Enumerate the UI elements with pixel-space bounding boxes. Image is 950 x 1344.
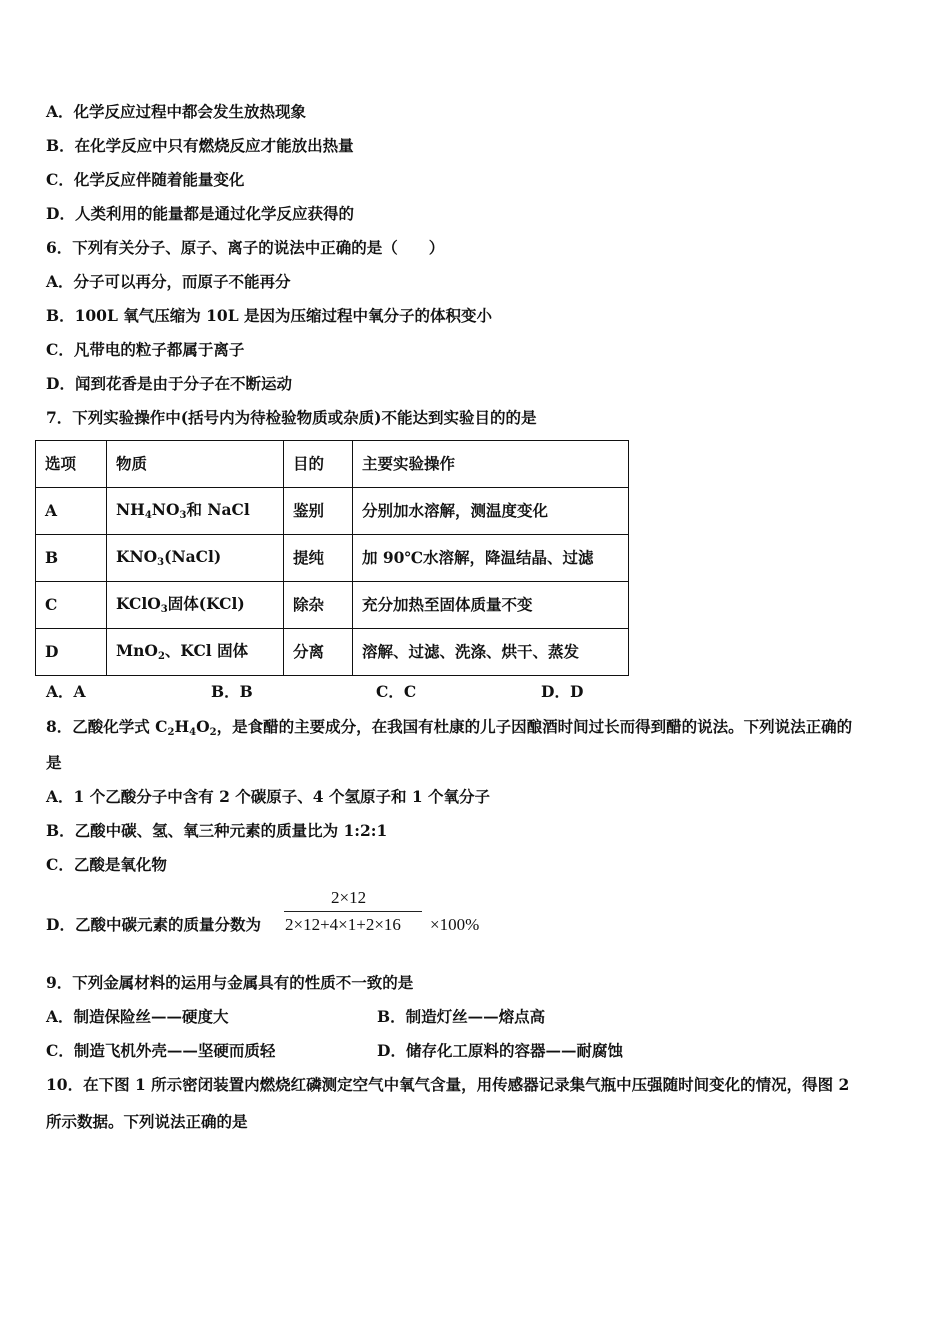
q9-option-a: A．制造保险丝——硬度大 bbox=[46, 1007, 229, 1026]
fraction-denominator: 2×12+4×1+2×16 bbox=[285, 915, 401, 934]
q7-answer-b: B．B bbox=[211, 682, 253, 701]
row-substance: MnO2、KCl 固体 bbox=[107, 629, 284, 676]
row-substance: KClO3固体(KCl) bbox=[107, 582, 284, 629]
q9-stem: 9．下列金属材料的运用与金属具有的性质不一致的是 bbox=[46, 973, 414, 992]
q10-stem-line1: 10．在下图 1 所示密闭装置内燃烧红磷测定空气中氧气含量，用传感器记录集气瓶中压强随时间变化的情况，得图 2 bbox=[46, 1075, 850, 1094]
q7-answer-d: D．D bbox=[541, 682, 584, 701]
q8-option-a: A．1 个乙酸分子中含有 2 个碳原子、4 个氢原子和 1 个氧分子 bbox=[46, 787, 491, 806]
row-purpose: 分离 bbox=[284, 629, 353, 676]
row-substance: KNO3(NaCl) bbox=[107, 535, 284, 582]
table-row bbox=[36, 535, 629, 582]
q7-experiment-table bbox=[35, 440, 629, 676]
q9-option-c: C．制造飞机外壳——坚硬而质轻 bbox=[46, 1041, 276, 1060]
q6-option-c: C．凡带电的粒子都属于离子 bbox=[46, 340, 245, 359]
q8-stem: 8．乙酸化学式 C2H4O2，是食醋的主要成分，在我国有杜康的儿子因酿酒时间过长而得到醋的说法。下列说法正确的 bbox=[46, 717, 853, 738]
header-purpose: 目的 bbox=[284, 441, 353, 488]
row-option: B bbox=[36, 535, 107, 582]
q7-answer-a: A．A bbox=[46, 682, 86, 701]
row-purpose: 除杂 bbox=[284, 582, 353, 629]
row-operation: 充分加热至固体质量不变 bbox=[353, 582, 629, 629]
row-option: A bbox=[36, 488, 107, 535]
row-operation: 加 90℃水溶解，降温结晶、过滤 bbox=[353, 535, 629, 582]
table-row bbox=[36, 582, 629, 629]
row-option: D bbox=[36, 629, 107, 676]
row-operation: 分别加水溶解，测温度变化 bbox=[353, 488, 629, 535]
q5-option-a: A．化学反应过程中都会发生放热现象 bbox=[46, 102, 307, 121]
percent-multiplier: ×100% bbox=[430, 915, 480, 934]
header-option: 选项 bbox=[36, 441, 107, 488]
q10-stem-line2: 所示数据。下列说法正确的是 bbox=[46, 1112, 248, 1131]
header-substance: 物质 bbox=[107, 441, 284, 488]
q6-stem: 6．下列有关分子、原子、离子的说法中正确的是（ ） bbox=[46, 238, 445, 257]
row-purpose: 鉴别 bbox=[284, 488, 353, 535]
table-row bbox=[36, 488, 629, 535]
q6-option-b: B．100L 氧气压缩为 10L 是因为压缩过程中氧分子的体积变小 bbox=[46, 306, 493, 325]
q8-option-d-label: D．乙酸中碳元素的质量分数为 bbox=[46, 915, 261, 934]
q6-option-a: A．分子可以再分，而原子不能再分 bbox=[46, 272, 291, 291]
fraction-numerator: 2×12 bbox=[331, 888, 367, 907]
q7-answer-c: C．C bbox=[376, 682, 417, 701]
q9-option-b: B．制造灯丝——熔点高 bbox=[377, 1007, 546, 1026]
row-operation: 溶解、过滤、洗涤、烘干、蒸发 bbox=[353, 629, 629, 676]
header-operation: 主要实验操作 bbox=[353, 441, 629, 488]
fraction-bar bbox=[284, 911, 422, 912]
table-row bbox=[36, 629, 629, 676]
row-purpose: 提纯 bbox=[284, 535, 353, 582]
table-header-row bbox=[36, 441, 629, 488]
q8-stem-continued: 是 bbox=[46, 753, 62, 772]
q8-option-c: C．乙酸是氧化物 bbox=[46, 855, 167, 874]
q5-option-b: B．在化学反应中只有燃烧反应才能放出热量 bbox=[46, 136, 354, 155]
row-substance: NH4NO3和 NaCl bbox=[107, 488, 284, 535]
q8-option-b: B．乙酸中碳、氢、氧三种元素的质量比为 1:2:1 bbox=[46, 821, 388, 840]
q5-option-d: D．人类利用的能量都是通过化学反应获得的 bbox=[46, 204, 354, 223]
q6-option-d: D．闻到花香是由于分子在不断运动 bbox=[46, 374, 292, 393]
row-option: C bbox=[36, 582, 107, 629]
q9-option-d: D．储存化工原料的容器——耐腐蚀 bbox=[377, 1041, 623, 1060]
q7-stem: 7．下列实验操作中(括号内为待检验物质或杂质)不能达到实验目的的是 bbox=[46, 408, 537, 427]
q5-option-c: C．化学反应伴随着能量变化 bbox=[46, 170, 245, 189]
